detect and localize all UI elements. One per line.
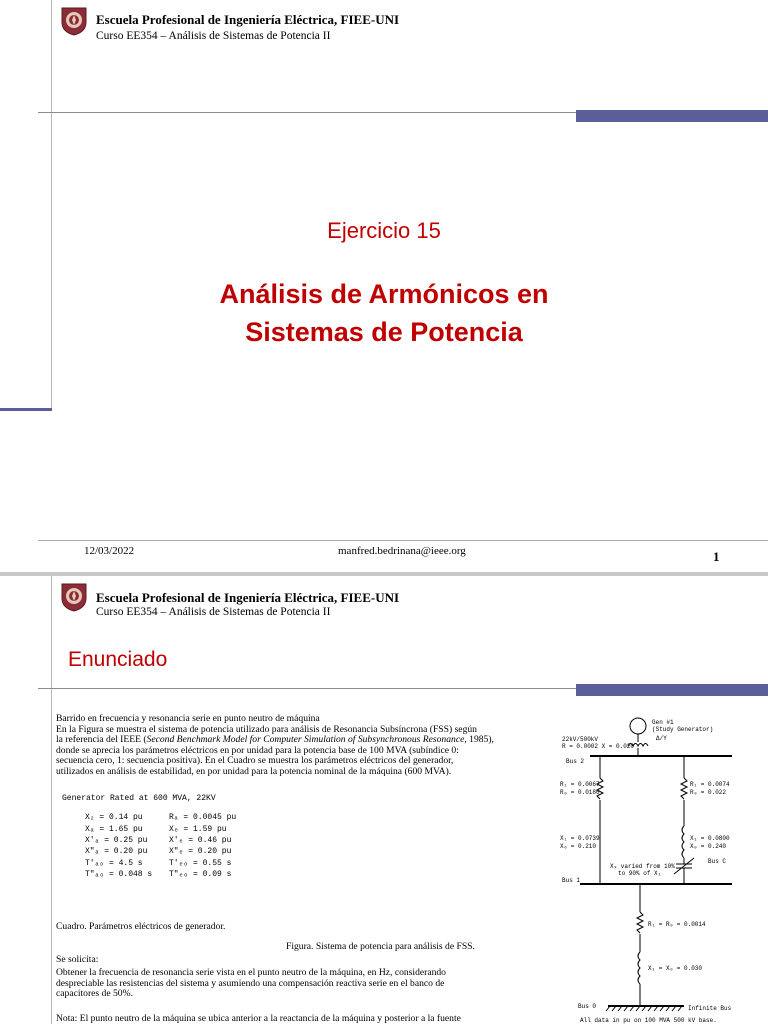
header-course: Curso EE354 – Análisis de Sistemas de Potencia II [96, 606, 331, 618]
generator-heading: Generator Rated at 600 MVA, 22KV [62, 794, 216, 803]
parameter-left: Xₐ = 1.65 pu [85, 824, 143, 834]
header-course: Curso EE354 – Análisis de Sistemas de Potencia II [96, 30, 331, 42]
main-title-line-1: Análisis de Armónicos en [219, 279, 549, 309]
parameter-right: T'ₑₒ = 0.55 s [169, 858, 232, 868]
diagram-busc: Bus C [708, 858, 727, 865]
diagram-bus1: Bus 1 [562, 877, 581, 884]
cuadro-caption: Cuadro. Parámetros eléctricos de generador. [56, 921, 226, 932]
section-accent-block [576, 684, 768, 696]
diagram-note: All data in pu on 100 MVA 500 kV base. [580, 1017, 717, 1024]
diagram-r-lower: R₁ = R₀ = 0.0014 [648, 921, 706, 928]
intro-heading: Barrido en frecuencia y resonancia serie en punto neutro de máquina [56, 713, 320, 724]
diagram-x1-left: X₁ = 0.0739 [560, 835, 600, 842]
request-line-1: Obtener la frecuencia de resonancia serie vista en el punto neutro de la máquina, en Hz, considerando [56, 967, 446, 978]
header-institution: Escuela Profesional de Ingeniería Eléctrica, FIEE-UNI [96, 590, 400, 605]
parameter-right: Rₐ = 0.0045 pu [169, 813, 237, 823]
footer-email: manfred.bedrinana@ieee.org [338, 545, 466, 557]
request-line-3: capacitores de 50%. [56, 988, 133, 1000]
parameter-right: Xₑ = 1.59 pu [169, 824, 227, 834]
intro-paragraph [56, 714, 546, 778]
request-line-2: despreciable las resistencias del sistema y asumiendo una compensación reactiva serie en el banco de [56, 977, 445, 989]
parameter-right: X'ₑ = 0.46 pu [169, 835, 232, 845]
diagram-r0-left: R₀ = 0.0186 [560, 789, 600, 796]
parameter-row [85, 846, 240, 857]
diagram-winding: Δ/Y [656, 735, 667, 742]
parameter-row [85, 812, 240, 823]
intro-line-2-a: la referencia del IEEE ( [56, 734, 147, 746]
parameter-left: X'ₐ = 0.25 pu [85, 835, 148, 845]
generator-parameters-table [85, 812, 240, 880]
diagram-xc-line2: to 90% of X₁ [618, 870, 662, 877]
uni-seal-icon [60, 6, 88, 36]
reference-title: Second Benchmark Model for Computer Simulation of Subsynchronous Resonance [146, 734, 465, 746]
parameter-left: X₂ = 0.14 pu [85, 813, 143, 823]
parameter-row [85, 858, 240, 869]
header-institution: Escuela Profesional de Ingeniería Eléctrica, FIEE-UNI [96, 12, 400, 27]
diagram-r1-left: R₁ = 0.0067 [560, 781, 600, 788]
nota-line: Nota: El punto neutro de la máquina se ubica anterior a la reactancia de la máquina y posterior a la fuente [56, 1014, 461, 1024]
lower-resistor [637, 912, 643, 933]
diagram-x1-right: X₁ = 0.0800 [690, 835, 730, 842]
lower-inductor [638, 952, 640, 984]
intro-line-3: donde se aprecia los parámetros eléctricos en por unidad para la potencia base de 100 MVA (subíndice 0: [56, 744, 459, 756]
diagram-gen-label: Gen #1 [652, 719, 674, 726]
figura-caption: Figura. Sistema de potencia para análisis de FSS. [286, 941, 475, 952]
diagram-x-lower: X₁ = X₀ = 0.030 [648, 965, 703, 972]
intro-line-4: secuencia cero, 1: secuencia positiva). En el Cuadro se muestra los parámetros eléctricos del generador, [56, 755, 454, 767]
parameter-left: X"ₐ = 0.20 pu [85, 847, 148, 857]
diagram-infinite: Infinite Bus [688, 1005, 732, 1012]
diagram-r0-right: R₀ = 0.022 [690, 789, 727, 796]
generator-symbol [630, 718, 646, 734]
se-solicita-label: Se solicita: [56, 954, 99, 965]
parameter-row [85, 869, 240, 880]
parameter-left: T'ₐₒ = 4.5 s [85, 858, 143, 868]
parameter-row [85, 823, 240, 834]
diagram-r1-right: R₁ = 0.0074 [690, 781, 730, 788]
diagram-bus2: Bus 2 [566, 758, 585, 765]
diagram-transformer: 22kV/500kV [562, 736, 599, 743]
intro-line-5: utilizados en análisis de estabilidad, en por unidad para la potencia nominal de la máquina (600 MVA). [56, 765, 452, 777]
uni-seal-icon [60, 582, 88, 612]
right-inductor [682, 826, 684, 858]
slide-2 [0, 576, 768, 1024]
left-accent-bar [0, 408, 52, 411]
footer-date: 12/03/2022 [84, 545, 135, 557]
parameter-row [85, 835, 240, 846]
main-title-line-2: Sistemas de Potencia [245, 317, 523, 347]
exercise-title: Ejercicio 15 [327, 218, 441, 243]
diagram-bus0: Bus 0 [578, 1003, 597, 1010]
intro-line-2-b: , 1985), [464, 734, 494, 746]
footer-divider [38, 540, 768, 541]
diagram-x0-left: X₀ = 0.210 [560, 843, 597, 850]
diagram-x0-right: X₀ = 0.240 [690, 843, 727, 850]
parameter-right: T"ₑₒ = 0.09 s [169, 870, 232, 880]
power-system-diagram [560, 716, 752, 1024]
intro-line-1: En la Figura se muestra el sistema de potencia utilizado para análisis de Resonancia Subsíncrona (FSS) según [56, 723, 477, 735]
diagram-xc-line1: Xₓ varied from 10% [610, 863, 675, 870]
diagram-transformer-imp: R = 0.0002 X = 0.020 [562, 743, 635, 750]
left-vertical-rule [51, 576, 52, 1024]
page-number: 1 [713, 549, 720, 564]
header-accent-block [576, 110, 768, 122]
parameter-left: T"ₐₒ = 0.048 s [85, 870, 153, 880]
parameter-right: X"ₑ = 0.20 pu [169, 847, 232, 857]
diagram-gen-sub: (Study Generator) [652, 726, 714, 733]
right-resistor [681, 778, 687, 799]
request-paragraph [56, 968, 546, 1000]
section-title: Enunciado [68, 648, 168, 671]
